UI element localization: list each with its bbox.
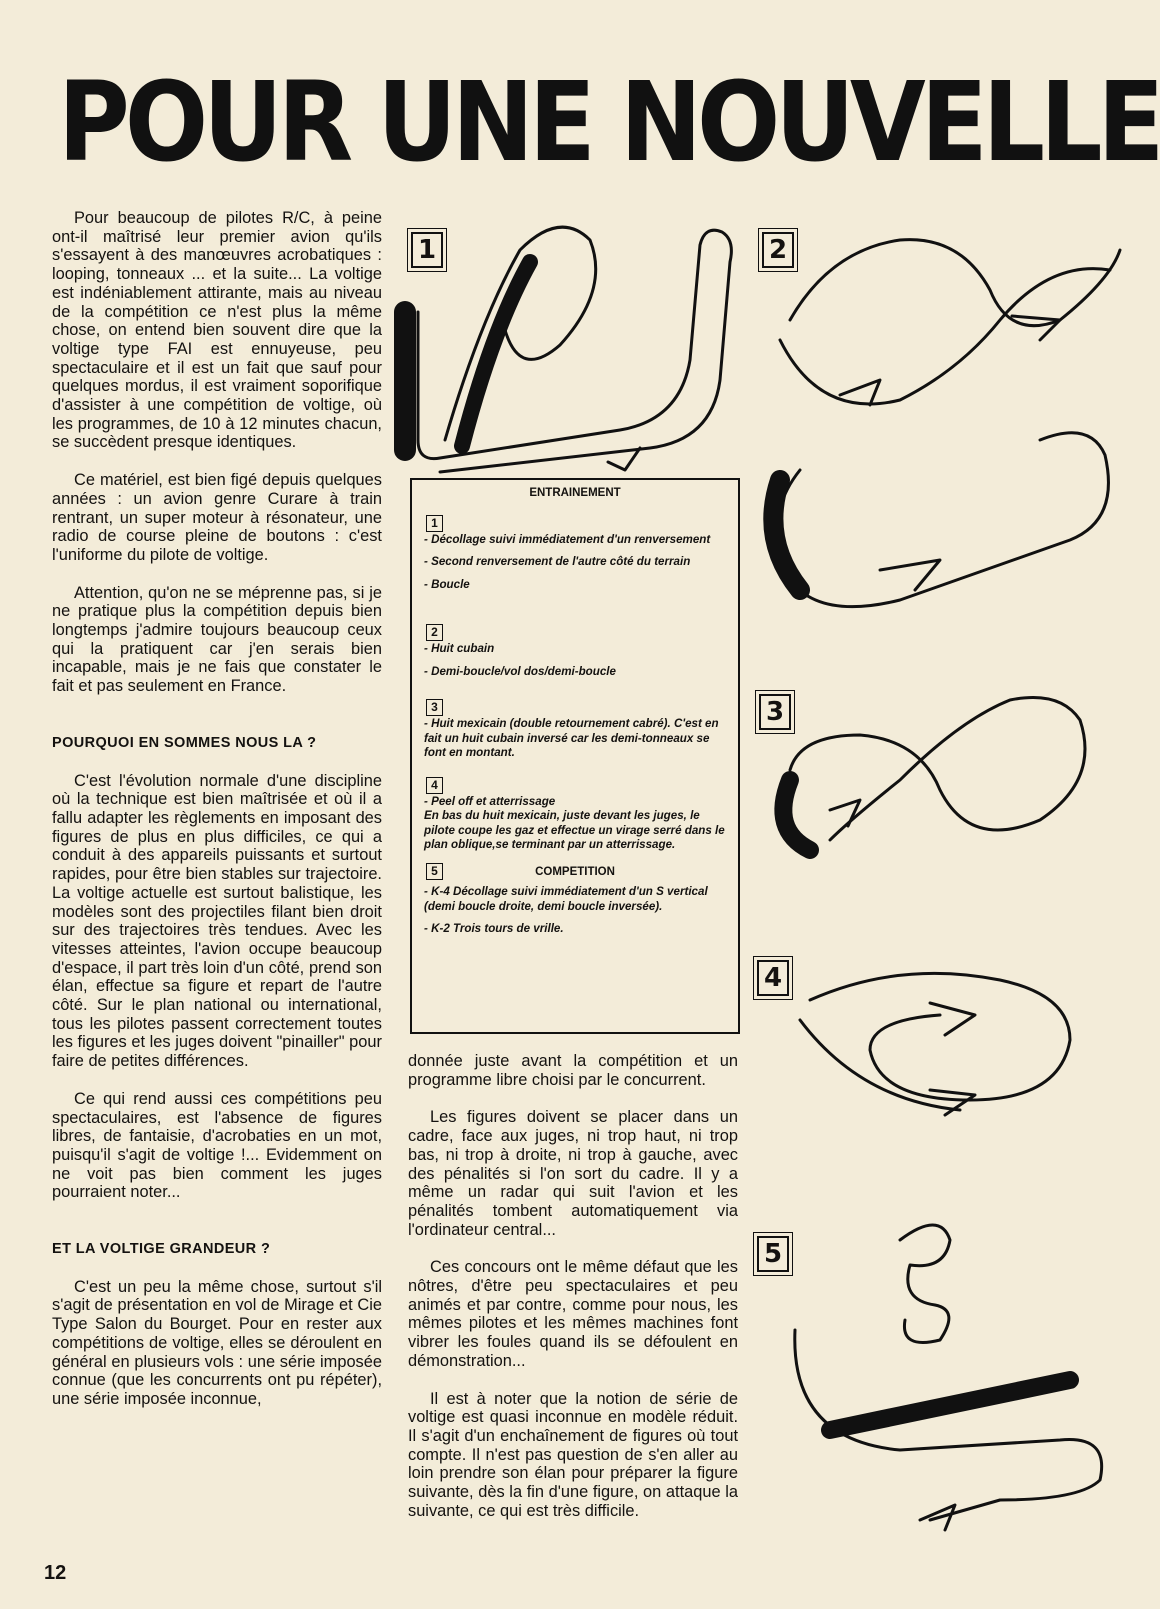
figure-number-1: 1: [411, 232, 443, 268]
legend-line: - K-2 Trois tours de vrille.: [424, 922, 564, 935]
paragraph: C'est l'évolution normale d'une discipline où la technique est bien maîtrisée et où il a fallu adapter les règlements en imposant des figures de plus en plus difficiles, ce qui a conduit à des appareils puissants et surtout rapides, pour être bien stables sur trajectoire. La voltige actuelle est surtout balistique, les modèles sont des projectiles filant bien droit sur des trajectoires très tendues. Avec les vitesses atteintes, l'avion occupe beaucoup d'espace, il part très loin d'un côté, prend son élan, effectue sa figure et repart de l'autre côté. Sur le plan national ou international, tous les pilotes passent correctement toutes les figures et les juges doivent "pinailler" pour faire de petites différences.: [52, 771, 382, 1071]
legend-line: En bas du huit mexicain, juste devant les juges, le pilote coupe les gaz et effectue un virage serré dans le plan oblique,se terminant par un atterrissage.: [424, 809, 725, 851]
figure-number-2: 2: [762, 232, 794, 268]
figure-number-5: 5: [757, 1236, 789, 1272]
paragraph: donnée juste avant la compétition et un programme libre choisi par le concurrent.: [408, 1052, 738, 1089]
figure-number-3: 3: [759, 694, 791, 730]
legend-number-1: 1: [426, 515, 443, 532]
maneuver-legend-box: [410, 478, 740, 1034]
legend-line: - Demi-boucle/vol dos/demi-boucle: [424, 664, 616, 678]
section-heading: POURQUOI EN SOMMES NOUS LA ?: [52, 734, 317, 751]
legend-number-3: 3: [426, 699, 443, 716]
legend-line: - Décollage suivi immédiatement d'un renversement: [424, 532, 711, 546]
text-column-left: [52, 209, 382, 1428]
legend-line: - Peel off et atterrissage: [424, 794, 556, 808]
page-number: 12: [44, 1562, 67, 1584]
paragraph: Ces concours ont le même défaut que les nôtres, d'être peu spectaculaires et peu animés et par contre, comme pour nous, les mêmes pilotes et les mêmes machines font vibrer les foules quand ils se défoulent en démonstration...: [408, 1258, 738, 1370]
paragraph: Ce matériel, est bien figé depuis quelques années : un avion genre Curare à train rentrant, un super moteur à résonateur, une radio de course pleine de boutons : c'est l'uniforme du pilote de voltige.: [52, 471, 382, 564]
legend-number-2: 2: [426, 624, 443, 641]
figure-1-drawing: [405, 227, 731, 472]
legend-line: - Huit cubain: [424, 642, 495, 655]
legend-heading: COMPETITION: [535, 865, 615, 878]
paragraph: Ce qui rend aussi ces compétitions peu spectaculaires, est l'absence de figures libres, de fantaisie, d'acrobaties en un mot, puisqu'il s'agit de voltige !... Evidemment on ne voit pas bien comment les juges pourraient noter...: [52, 1089, 382, 1202]
legend-number-5: 5: [426, 863, 443, 880]
legend-number-4: 4: [426, 777, 443, 794]
figure-number-4: 4: [757, 960, 789, 996]
page-title: POUR UNE NOUVELLE: [58, 59, 1160, 187]
paragraph: Attention, qu'on ne se méprenne pas, si je ne pratique plus la compétition depuis bien longtemps j'admire toujours beaucoup ceux qui la pratiquent car j'en serais bien incapable, mais je ne fais que constater le fait et pas seulement en France.: [52, 583, 382, 696]
paragraph: C'est un peu la même chose, surtout s'il s'agit de présentation en vol de Mirage et Cie Type Salon du Bourget. Pour en rester aux compétitions de voltige, elles se déroulent en général en plusieurs vols : une série imposée connue (que les concurrents ont pu répéter), une série imposée inconnue,: [52, 1277, 382, 1408]
figure-4-drawing: [800, 973, 1070, 1115]
legend-line: - Huit mexicain (double retournement cabré). C'est en fait un huit cubain inversé car les demi-tonneaux se font en montant.: [424, 717, 719, 759]
figure-2-drawing: [773, 240, 1120, 607]
legend-line: - Boucle: [424, 577, 470, 591]
legend-line: - Second renversement de l'autre côté du terrain: [424, 555, 691, 568]
paragraph: Il est à noter que la notion de série de voltige est quasi inconnue en modèle réduit. Il s'agit d'un enchaînement de figures où tout compte. Il n'est pas question de s'en aller au loin prendre son élan pour préparer la figure suivante, dès la fin d'une figure, on attaque la suivante, ce qui est très difficile.: [408, 1389, 738, 1520]
legend-line: - K-4 Décollage suivi immédiatement d'un S vertical (demi boucle droite, demi boucle inversée).: [424, 885, 708, 913]
figure-3-drawing: [783, 698, 1085, 851]
legend-heading: ENTRAINEMENT: [529, 487, 621, 499]
figure-5-drawing: [795, 1225, 1102, 1530]
section-heading: ET LA VOLTIGE GRANDEUR ?: [52, 1241, 271, 1258]
paragraph: Pour beaucoup de pilotes R/C, à peine ont-il maîtrisé leur premier avion qu'ils s'essayent à des manœuvres acrobatiques : looping, tonneaux ... et la suite... La voltige est indéniablement attirante, mais au niveau de la compétition ce n'est plus la même chose, on entend bien souvent dire que la voltige type FAI est ennuyeuse, peu spectaculaire et il est un fait que sauf pour quelques mordus, il est vraiment soporifique d'assister à une compétition de voltige, où les programmes, de 10 à 12 minutes chacun, se succèdent presque identiques.: [52, 209, 382, 452]
text-column-middle: [408, 1052, 738, 1539]
paragraph: Les figures doivent se placer dans un cadre, face aux juges, ni trop haut, ni trop bas, ni trop à droite, ni trop à gauche, avec des pénalités si l'on sort du cadre. Il y a même un radar qui suit l'avion et les pénalités tombent automatiquement via l'ordinateur central...: [408, 1108, 738, 1239]
